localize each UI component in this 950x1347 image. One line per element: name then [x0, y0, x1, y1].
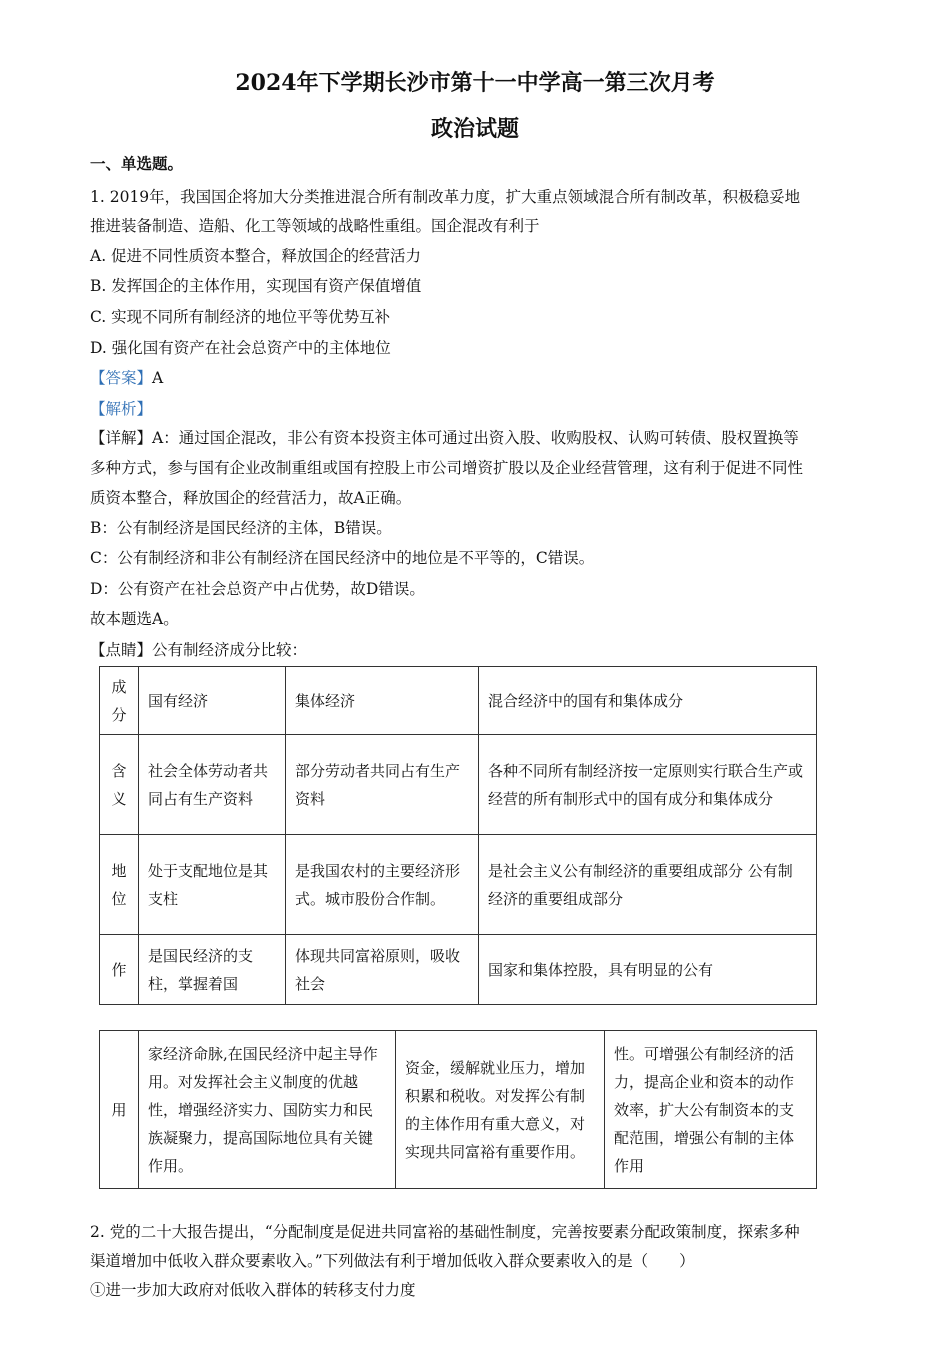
- analysis-tag: 【解析】: [90, 400, 153, 418]
- table-row: [100, 835, 817, 935]
- detail-c: C：公有制经济和非公有制经济在国民经济中的地位是不平等的，C错误。: [90, 549, 595, 567]
- q2-stem-line1: 2. 党的二十大报告提出，“分配制度是促进共同富裕的基础性制度，完善按要素分配政策制度，探索多种: [90, 1223, 800, 1241]
- table-cell: 国家和集体控股，具有明显的公有: [479, 935, 817, 1005]
- conclusion: 故本题选A。: [90, 610, 179, 628]
- table-cell: 国有经济: [139, 667, 286, 735]
- table-row: [100, 735, 817, 835]
- table-cell: 体现共同富裕原则，吸收社会: [286, 935, 479, 1005]
- section-heading: 一、单选题。: [90, 154, 184, 173]
- table-cell: 集体经济: [286, 667, 479, 735]
- table-cell: 社会全体劳动者共同占有生产资料: [139, 735, 286, 835]
- comparison-table: [99, 666, 817, 1005]
- detail-line2: 多种方式，参与国有企业改制重组或国有控股上市公司增资扩股以及企业经营管理，这有利于促进不同性: [90, 459, 804, 477]
- comparison-table-continued: [99, 1030, 817, 1189]
- q2-item1: ①进一步加大政府对低收入群体的转移支付力度: [90, 1281, 416, 1299]
- table-cell: 性。可增强公有制经济的活力，提高企业和资本的动作效率，扩大公有制资本的支配范围，增强公有制的主体作用: [605, 1031, 817, 1189]
- detail-line3: 质资本整合，释放国企的经营活力，故A正确。: [90, 489, 412, 507]
- q1-option-b: B. 发挥国企的主体作用，实现国有资产保值增值: [90, 277, 422, 295]
- table-cell: 部分劳动者共同占有生产资料: [286, 735, 479, 835]
- table-cell: 家经济命脉,在国民经济中起主导作用。对发挥社会主义制度的优越性，增强经济实力、国防实力和民族凝聚力，提高国际地位具有关键作用。: [139, 1031, 396, 1189]
- table-row: [100, 935, 817, 1005]
- q1-answer: [90, 366, 163, 388]
- table-cell: 是国民经济的支柱，掌握着国: [139, 935, 286, 1005]
- q1-option-a: A. 促进不同性质资本整合，释放国企的经营活力: [90, 247, 422, 265]
- table-header-row: [100, 667, 817, 735]
- table-cell: 各种不同所有制经济按一定原则实行联合生产或经营的所有制形式中的国有成分和集体成分: [479, 735, 817, 835]
- table-cell: 是社会主义公有制经济的重要组成部分 公有制经济的重要组成部分: [479, 835, 817, 935]
- exam-title: 2024年下学期长沙市第十一中学高一第三次月考: [235, 70, 715, 96]
- table-cell: 含义: [100, 735, 139, 835]
- q2-stem-line2: 渠道增加中低收入群众要素收入。”下列做法有利于增加低收入群众要素收入的是（ ）: [90, 1252, 695, 1270]
- table-cell: 地位: [100, 835, 139, 935]
- detail-b: B：公有制经济是国民经济的主体，B错误。: [90, 519, 392, 537]
- answer-tag: 【答案】: [90, 369, 153, 387]
- exam-subject-title: 政治试题: [430, 116, 519, 142]
- table-cell: 资金，缓解就业压力，增加积累和税收。对发挥公有制的主体作用有重大意义，对实现共同富裕有重要作用。: [396, 1031, 605, 1189]
- table-cell: 作: [100, 935, 139, 1005]
- q1-option-d: D. 强化国有资产在社会总资产中的主体地位: [90, 339, 391, 357]
- answer-value: A: [152, 369, 164, 387]
- table-cell: 混合经济中的国有和集体成分: [479, 667, 817, 735]
- detail-line1: 【详解】A：通过国企混改，非公有资本投资主体可通过出资入股、收购股权、认购可转债、股权置换等: [90, 429, 799, 447]
- table-cell: 成分: [100, 667, 139, 735]
- q1-stem-line1: 1. 2019年，我国国企将加大分类推进混合所有制改革力度，扩大重点领域混合所有制改革，积极稳妥地: [90, 188, 801, 206]
- tip-heading: 【点睛】公有制经济成分比较：: [90, 641, 308, 659]
- table-cell: 处于支配地位是其支柱: [139, 835, 286, 935]
- table-cell: 是我国农村的主要经济形式。城市股份合作制。: [286, 835, 479, 935]
- table-row: [100, 1031, 817, 1189]
- q1-option-c: C. 实现不同所有制经济的地位平等优势互补: [90, 308, 391, 326]
- table-cell: 用: [100, 1031, 139, 1189]
- q1-stem-line2: 推进装备制造、造船、化工等领域的战略性重组。国企混改有利于: [90, 217, 540, 235]
- detail-d: D：公有资产在社会总资产中占优势，故D错误。: [90, 580, 425, 598]
